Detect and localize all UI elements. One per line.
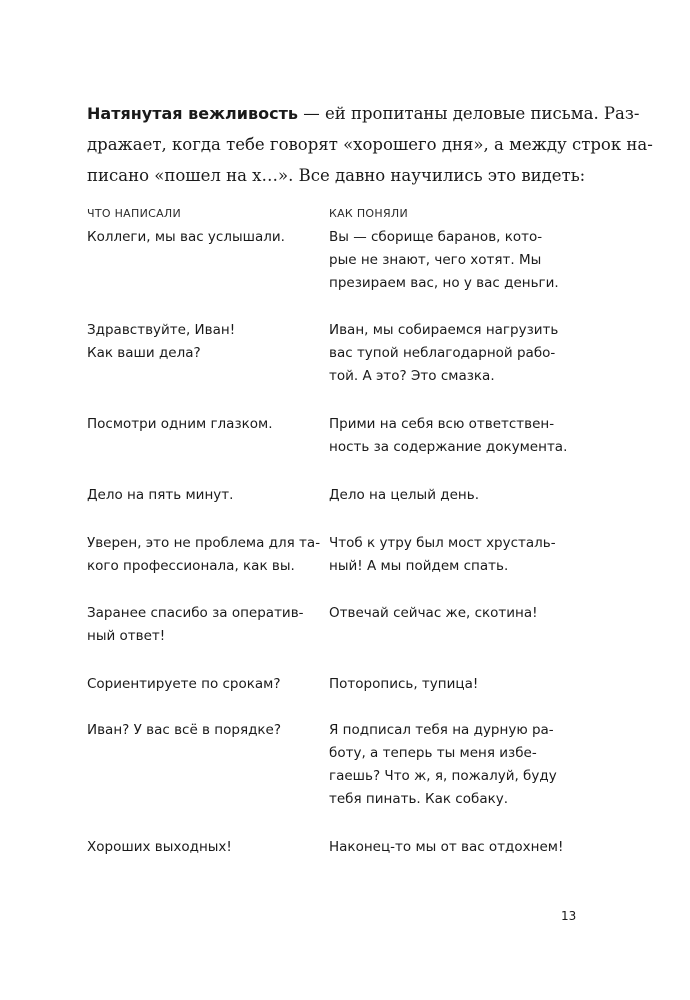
written-row-6: [87, 602, 304, 648]
intro-line-2: дражает, когда тебе говорят «хорошего дня», а между строк на-: [87, 135, 653, 154]
understood-row-8: [329, 719, 557, 811]
understood-line: Отвечай сейчас же, скотина!: [329, 605, 538, 621]
understood-line: Дело на целый день.: [329, 487, 479, 503]
understood-row-6: [329, 602, 538, 625]
intro-paragraph: [87, 98, 653, 191]
understood-line: рые не знают, чего хотят. Мы: [329, 252, 542, 268]
written-row-1: [87, 226, 285, 249]
written-line: ный ответ!: [87, 628, 166, 644]
understood-line: презираем вас, но у вас деньги.: [329, 275, 559, 291]
written-line: Здравствуйте, Иван!: [87, 322, 236, 338]
written-line: Как ваши дела?: [87, 345, 201, 361]
understood-line: Прими на себя всю ответствен-: [329, 416, 555, 432]
understood-row-1: [329, 226, 559, 295]
understood-row-4: [329, 484, 479, 507]
understood-line: Иван, мы собираемся нагрузить: [329, 322, 559, 338]
written-row-9: [87, 836, 232, 859]
understood-line: боту, а теперь ты меня избе-: [329, 745, 537, 761]
understood-line: тебя пинать. Как собаку.: [329, 791, 509, 807]
understood-line: ность за содержание документа.: [329, 439, 568, 455]
understood-line: Чтоб к утру был мост хрусталь-: [329, 535, 556, 551]
understood-line: Я подписал тебя на дурную ра-: [329, 722, 554, 738]
column-header-understood: КАК ПОНЯЛИ: [329, 207, 408, 220]
understood-line: Поторопись, тупица!: [329, 676, 479, 692]
understood-row-5: [329, 532, 556, 578]
written-line: Коллеги, мы вас услышали.: [87, 229, 285, 245]
written-line: Хороших выходных!: [87, 839, 232, 855]
understood-row-3: [329, 413, 567, 459]
understood-line: ный! А мы пойдем спать.: [329, 558, 509, 574]
written-row-3: [87, 413, 273, 436]
written-row-7: [87, 673, 281, 696]
written-row-8: [87, 719, 281, 742]
written-line: Посмотри одним глазком.: [87, 416, 273, 432]
written-line: Дело на пять минут.: [87, 487, 234, 503]
understood-row-9: [329, 836, 563, 859]
intro-line-3: писано «пошел на х…». Все давно научились это видеть:: [87, 166, 586, 185]
understood-line: вас тупой неблагодарной рабо-: [329, 345, 556, 361]
written-line: Уверен, это не проблема для та-: [87, 535, 321, 551]
written-line: кого профессионала, как вы.: [87, 558, 295, 574]
understood-line: гаешь? Что ж, я, пожалуй, буду: [329, 768, 557, 784]
written-row-4: [87, 484, 233, 507]
intro-title: Натянутая вежливость: [87, 104, 298, 123]
intro-line-1-text: — ей пропитаны деловые письма. Раз-: [297, 104, 640, 123]
written-row-5: [87, 532, 320, 578]
understood-line: той. А это? Это смазка.: [329, 368, 495, 384]
written-line: Заранее спасибо за оператив-: [87, 605, 304, 621]
page-number: 13: [561, 909, 577, 923]
understood-line: Наконец-то мы от вас отдохнем!: [329, 839, 564, 855]
written-line: Иван? У вас всё в порядке?: [87, 722, 282, 738]
understood-line: Вы — сборище баранов, кото-: [329, 229, 543, 245]
written-line: Сориентируете по срокам?: [87, 676, 281, 692]
intro-line-1: [87, 98, 640, 129]
understood-row-2: [329, 319, 558, 388]
column-header-written: ЧТО НАПИСАЛИ: [87, 207, 182, 220]
written-row-2: [87, 319, 235, 365]
understood-row-7: [329, 673, 478, 696]
